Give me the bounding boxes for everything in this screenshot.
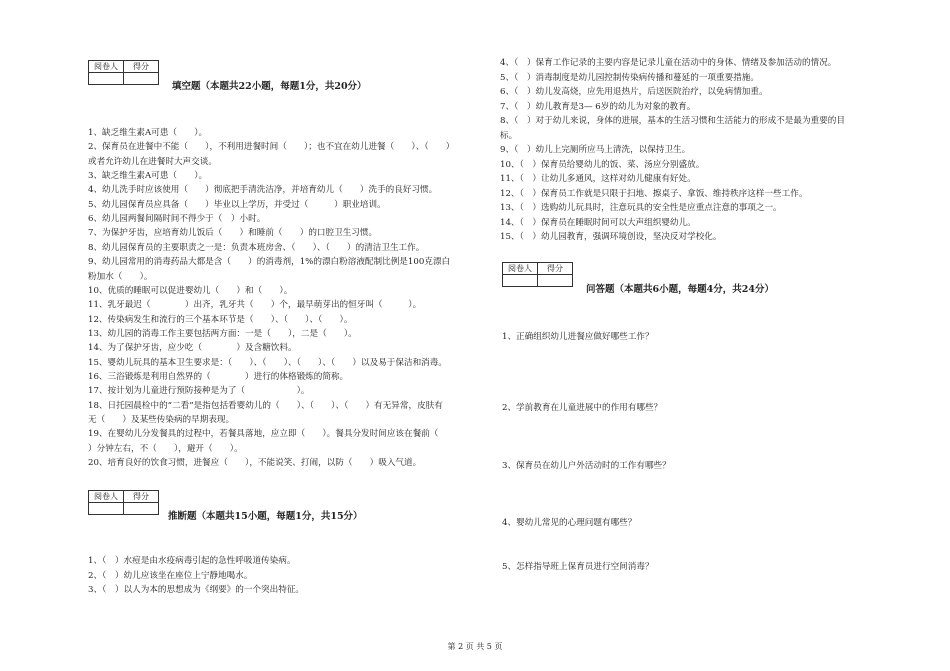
fill-question-line: 无（ ）及某些传染病的早期表现。 [88,415,235,425]
fill-question-line: 6、幼儿园两餐间隔时间不得少于（ ）小时。 [88,214,266,225]
fill-question-line: 粉加水（ ）。 [88,271,153,282]
page-number: 第 2 页 共 5 页 [447,642,503,651]
fill-question-line: 13、幼儿园的消毒工作主要包括两方面：一是（ ），二是（ ）。 [88,328,357,339]
fill-question-line: 8、幼儿园保育员的主要职责之一是：负责本班房舍、（ ）、（ ）的清洁卫生工作。 [88,242,425,253]
judge-question-line: 5、（ ）消毒制度是幼儿园控制传染病传播和蔓延的一项重要措施。 [500,72,759,83]
fill-question-line: 16、三浴锻炼是利用自然界的（ ）进行的体格锻炼的简称。 [88,371,349,382]
fill-question-line: ）分钟左右，不（ ），避开（ ）。 [88,443,243,454]
fill-section-title: 填空题（本题共22小题，每题1分，共20分） [172,81,367,92]
fill-question-line: 11、乳牙最迟（ ）出齐，乳牙共（ ）个，最早萌芽出的恒牙叫（ ）。 [88,300,422,311]
fill-question-line: 3、缺乏维生素A可患（ ）。 [88,171,208,182]
judge-question-line: 15、（ ）幼儿园教育，强调环境创设，坚决反对学校化。 [500,232,722,242]
fill-question-line: 20、培育良好的饮食习惯，进餐应（ ），不能说笑、打闹，以防（ ）吸入气道。 [88,458,422,469]
score-cell [124,503,159,515]
fill-question-line: 10、优质的睡眠可以促进婴幼儿（ ）和（ ）。 [88,285,293,296]
judge-question-line: 8、（ ）对于幼儿来说，身体的进展，基本的生活习惯和生活能力的形成不是最为重要的目 [500,116,845,126]
fill-question-line: 12、传染病发生和流行的三个基本环节是（ ）、（ ）、（ ）。 [88,314,353,325]
judge-question-line: 标。 [500,130,518,141]
qa-section-title: 问答题（本题共6小题，每题4分，共24分） [586,284,774,295]
fill-question-line: 19、在婴幼儿分发餐具的过程中，若餐具落地，应立即（ ）。餐具分发时间应该在餐前（ [88,429,439,440]
reviewer-label: 阅卷人 [503,263,538,275]
fill-question-line: 14、为了保护牙齿，应少吃（ ）及含糖饮料。 [88,343,297,354]
judge-section-title: 推断题（本题共15小题，每题1分，共15分） [168,511,363,522]
fill-question-line: 5、幼儿园保育员应具备（ ）毕业以上学历，并受过（ ）职业培训。 [88,199,386,210]
reviewer-label: 阅卷人 [89,491,124,503]
fill-question-line: 2、保育员在进餐中不能（ ），不利用进餐时间（ ）；也不宜在幼儿进餐（ ）、（ ） [88,142,455,153]
score-box-qa [502,262,573,287]
fill-question-line: 18、日托园晨检中的“二看”是指包括看婴幼儿的（ ）、（ ）、（ ）有无异常，皮肤有 [88,400,443,411]
score-cell [538,275,573,287]
fill-question-line: 或者允许幼儿在进餐时大声交谈。 [88,156,217,167]
judge-question-line: 1、（ ）水痘是由水疫病毒引起的急性呼吸道传染病。 [88,556,296,566]
score-label: 得分 [124,491,159,503]
reviewer-cell [89,73,124,85]
fill-question-line: 17、按计划为儿童进行预防接种是为了（ ）。 [88,386,310,397]
judge-question-line: 6、（ ）幼儿发高烧，应先用退热片，后送医院治疗，以免病情加重。 [500,87,768,97]
qa-question: 5、怎样指导班上保育员进行空间消毒？ [502,562,654,572]
judge-question-line: 4、（ ）保育工作记录的主要内容是记录儿童在活动中的身体、情绪及参加活动的情况。 [500,58,837,68]
judge-question-line: 12、（ ）保育员工作就是只限于扫地、擦桌子、拿饭、维持秩序这样一些工作。 [500,188,808,199]
reviewer-cell [503,275,538,287]
judge-question-line: 11、（ ）让幼儿多通风，这样对幼儿健康有好处。 [500,174,696,184]
score-label: 得分 [538,263,573,275]
fill-question-line: 1、缺乏维生素A可患（ ）。 [88,128,208,138]
judge-question-line: 2、（ ）幼儿应该坐在座位上宁静地喝水。 [88,570,253,581]
judge-question-line: 7、（ ）幼儿教育是3— 6岁的幼儿为对象的教育。 [500,101,696,112]
judge-question-line: 13、（ ）选购幼儿玩具时，注意玩具的安全性是应重点注意的事项之一。 [500,203,782,213]
score-label: 得分 [124,61,159,73]
qa-question: 2、学前教育在儿童进展中的作用有哪些？ [502,403,663,413]
score-cell [124,73,159,85]
score-box-judge [88,490,159,515]
fill-question-line: 15、婴幼儿玩具的基本卫生要求是：（ ）、（ ）、（ ）、（ ）以及易于保洁和消毒。 [88,357,447,368]
reviewer-label: 阅卷人 [89,61,124,73]
fill-question-line: 9、幼儿园常用的消毒药品大都是含（ ）的消毒剂，1%的漂白粉溶液配制比例是100克漂白 [88,257,451,268]
judge-question-line: 14、（ ）保育员在睡眠时间可以大声组织婴幼儿。 [500,217,696,228]
fill-question-line: 7、为保护牙齿，应培育幼儿饭后（ ）和睡前（ ）的口腔卫生习惯。 [88,228,378,239]
judge-question-line: 10、（ ）保育员给婴幼儿的饭、菜、汤应分别盛放。 [500,159,705,170]
reviewer-cell [89,503,124,515]
judge-question-line: 9、（ ）幼儿上完厕所应马上清洗，以保持卫生。 [500,145,691,155]
qa-question: 3、保育员在幼儿户外活动时的工作有哪些？ [502,461,671,471]
judge-question-line: 3、（ ）以人为本的思想成为《纲要》的一个突出特征。 [88,585,305,595]
score-box-fill [88,60,159,85]
qa-question: 4、婴幼儿常见的心理问题有哪些？ [502,518,637,528]
qa-question: 1、正确组织幼儿进餐应做好哪些工作？ [502,332,654,342]
fill-question-line: 4、幼儿洗手时应该使用（ ）彻底把手清洗洁净，并培育幼儿（ ）洗手的良好习惯。 [88,185,438,196]
